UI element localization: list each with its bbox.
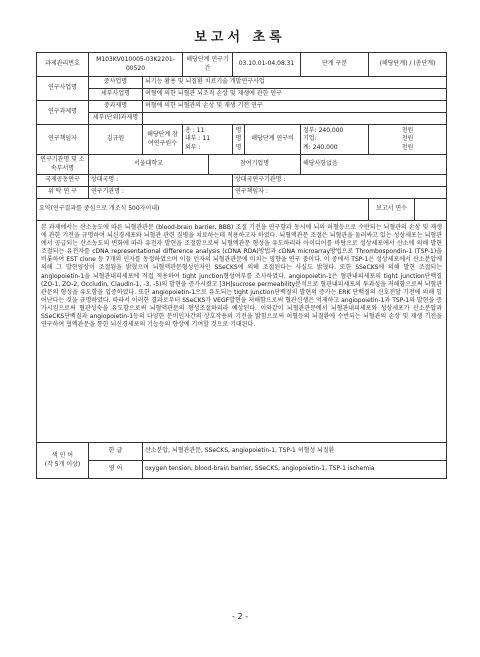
subject-label: 연구과제명 — [37, 101, 89, 125]
keywords-korean-label: 한 글 — [89, 443, 143, 461]
intl-partner: 상대국명 : — [89, 175, 233, 187]
fund-values — [301, 125, 369, 155]
consign-lead: 연구책임자 : — [233, 187, 447, 199]
subject-mid-label: 중과제명 — [89, 101, 143, 113]
total-label: 총 : — [185, 127, 195, 135]
unit-1: 명 — [235, 127, 242, 135]
intl-label: 국제공동연구 — [37, 175, 89, 187]
total-value: 11 — [196, 127, 205, 135]
period-value: 03.10.01-04.08.31 — [233, 53, 301, 77]
keywords-korean-value: 산소분압, 뇌혈관관문, SSeCKS, angiopoietin-1, TSP-1 허혈성 뇌질환 — [143, 443, 447, 461]
pages-label: 보고서 면수 — [369, 199, 415, 221]
summary-label: 요약(연구결과를 중심으로 개조식 500자이내) — [37, 199, 369, 221]
fund-label: 해당단계 연구비 — [245, 125, 301, 155]
intl-partner-org: 상대국연구기관명 : — [233, 175, 447, 187]
summary-body — [37, 221, 447, 443]
keywords-label — [37, 443, 89, 479]
keywords-label-line1: 색 인 어 — [51, 452, 74, 460]
period-label: 해당단계 연구기간 — [183, 53, 233, 77]
org-value: 서울대학교 — [89, 155, 209, 175]
external-label: 외부 : — [185, 143, 201, 151]
subject-detail-value — [143, 113, 447, 125]
fund-unit-1: 천원 — [401, 127, 414, 135]
org-label: 연구기관명 및 소속부서명 — [37, 155, 89, 175]
project-number-label: 과제관리번호 — [37, 53, 89, 77]
consign-org: 연구기관명 : — [89, 187, 233, 199]
keywords-english-label: 영 어 — [89, 461, 143, 479]
fund-unit-3: 천원 — [401, 143, 414, 151]
participants-label: 해당단계 참여연구원수 — [143, 125, 183, 155]
participants-units — [233, 125, 245, 155]
report-table — [36, 52, 447, 479]
business-mid-label: 중사업명 — [89, 77, 143, 89]
pages-value — [415, 199, 447, 221]
keywords-label-line2: (각 5개 이상) — [44, 460, 81, 468]
unit-3: 명 — [235, 143, 242, 151]
total-fund-label: 계: — [303, 143, 311, 151]
business-detail-value: 허혈에 의한 뇌혈관 뇌조직 손상 및 재생에 관한 연구 — [143, 89, 447, 101]
partner-value: 해당사항없음 — [301, 155, 447, 175]
participants-counts — [183, 125, 233, 155]
company-label: 기업: — [303, 135, 317, 143]
consign-label: 위 탁 연 구 — [37, 187, 89, 199]
subject-mid-value: 허혈에 의한 뇌혈관의 손상 및 재생 기전 연구 — [143, 101, 447, 113]
business-detail-label: 세부사업명 — [89, 89, 143, 101]
gov-value: 240,000 — [318, 127, 344, 135]
page-number: - 2 - — [232, 612, 248, 621]
business-label: 연구사업명 — [37, 77, 89, 101]
researcher-label: 연구책임자 — [37, 125, 89, 155]
business-mid-value: 뇌기능 활용 및 뇌질환 치료기술 개발연구사업 — [143, 77, 447, 89]
fund-unit-2: 천원 — [401, 135, 414, 143]
summary-paragraph: 본 과제에서는 산소농도에 따른 뇌혈관관문 (blood-brain barrier, BBB) 조절 기전을 연구함과 동시에 뇌의 허혈등으로 수반되는 뇌혈관의 손상 및 재생에 관한 기전을 규명하여 뇌신경세포와 뇌혈관 관련 질병을 치료하는데 적용하고자 하였다. 뇌혈액관문 조절은 뇌혈관을 둘러싸고 있는 성상세포는 뇌혈관에서 공급되는 산소농도의 변화에 따라 유전자 발현을 조절함으로써 뇌혈액관문 형성을 유도하리라 아이디어를 바탕으로 성상세포에서 산소에 의해 발현 조절되는 유전자를 cDNA representational difference analysis (cDNA RDA)방법과 cDNA microarray방법으로 Thrombospondin-1 (TSP-1)을 비롯하여 EST clone 등 7개의 인자를 동정하였으며 이들 인자의 뇌혈관관문에 미치는 영향을 연구 중이다. 이 중에서 TSP-1은 성상세포에서 산소분압에 의해 그 발현양상이 조절됨을 밝혔으며 뇌혈액관문형성인자인 SSeCKS에 의해 조절된다는 사실도 밝혔다. 또한 SSeCKS에 의해 발현 조절되는 angiopoietin-1을 뇌혈관내피세포에 직접 적용하여 tight junction형성여부를 조사하였다. angiopoietin-1은 혈관내피세포의 tight junction단백질 (ZO-1, ZO-2, Occludin, Claudin-1, -3, -5)의 발현을 증가시켰고 [3H]sucrose permeability분석으로 혈관내피세포의 투과성을 저해함으로써 뇌혈관관문의 형성을 유도함을 입증하였다. 또한 angiopoietin-1으로 유도되는 tight junction단백질의 발현의 증가는 ERK 단백질의 신호전달 기전에 의해 일어난다는 것을 규명하였다. 따라서 이러한 결과로부터 SSeCKS가 VEGF발현을 저해함으로써 혈관신생은 억제하고 angiopoietin-1과 TSP-1의 발현을 증가시킴으로써 혈관성숙을 유도함으로써 뇌혈액관문의 형성조절하리라 예상된다. 이와같이 뇌혈관관문에서 뇌혈관내피세포와 성상세포가 산소분압과 SSeCKS단백질과 angiopoietin-1등의 다양한 분비인자간의 상호작용의 기전을 밝힘으로써 허혈등의 뇌질환에 수반되는 뇌혈관의 손상 및 재생 기전을 연구하여 협액관문을 통한 뇌신경세포의 기능등의 향상에 기여할 것으로 기대된다. — [41, 224, 443, 329]
gov-label: 정부: — [303, 127, 317, 135]
internal-label: 내부 : — [185, 135, 201, 143]
project-number-value: M103KV010005-03K2201-00520 — [89, 53, 183, 77]
partner-label: 참여기업명 — [209, 155, 301, 175]
stage-label: 단계 구분 — [301, 53, 369, 77]
keywords-english-value: oxygen tension, blood-brain barrier, SSeCKS, angiopoietin-1, TSP-1 ischemia — [143, 461, 447, 479]
fund-units — [369, 125, 447, 155]
internal-value: 11 — [202, 135, 211, 143]
stage-value: (해당단계) / (총단계) — [369, 53, 447, 77]
unit-2: 명 — [235, 135, 242, 143]
subject-detail-label: 세부(단위)과제명 — [89, 113, 143, 125]
page-title: 보고서 초록 — [194, 30, 286, 45]
researcher-name: 김규원 — [89, 125, 143, 155]
total-fund-value: 240,000 — [312, 143, 338, 151]
